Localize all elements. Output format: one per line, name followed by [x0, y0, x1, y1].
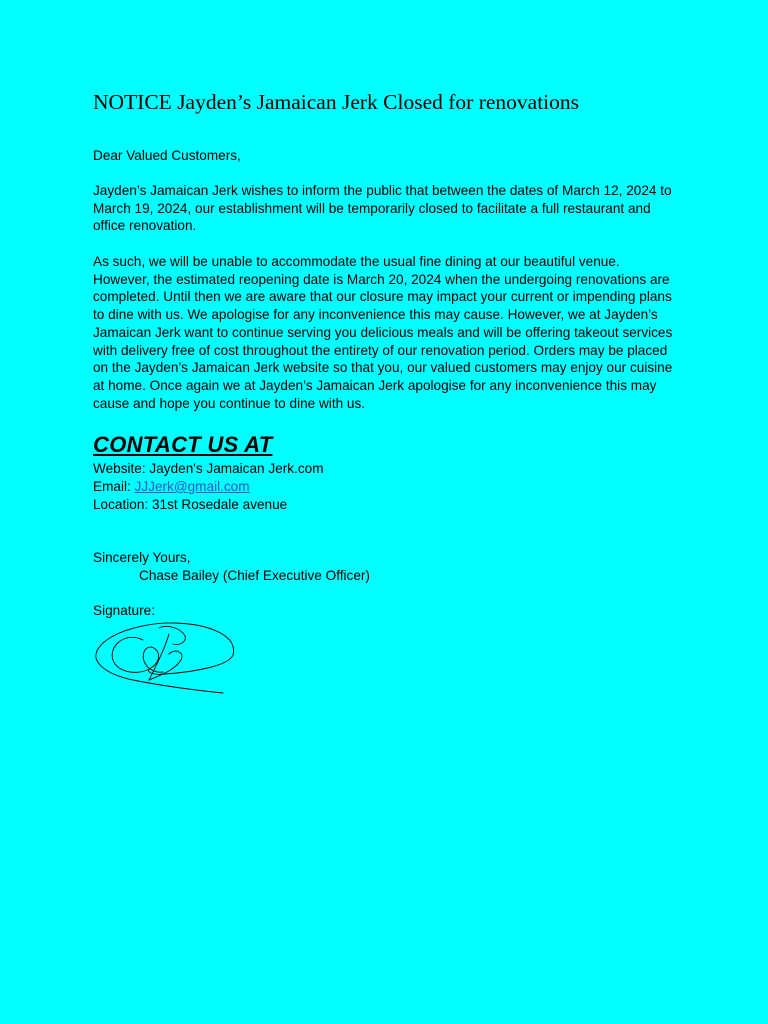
location-value: 31st Rosedale avenue [151, 497, 288, 512]
notice-title: NOTICE Jayden’s Jamaican Jerk Closed for renovations [93, 90, 580, 114]
contact-heading: CONTACT US AT [93, 432, 273, 457]
details-paragraph: As such, we will be unable to accommodate the usual fine dining at our beautiful venue. However, the estimated reopening date is March 20, 2024 when the undergoing renovations are completed. Until then we are aware that our closure may impact your current or impending plans to dine with us. We apologise for any inconvenience this may cause. However, we at Jayden’s Jamaican Jerk want to continue serving you delicious meals and will be offering takeout services with delivery free of cost throughout the entirety of our renovation period. Orders may be placed on the Jayden’s Jamaican Jerk website so that you, our valued customers may enjoy our cuisine at home. Once again we at Jayden’s Jamaican Jerk apologise for any inconvenience this may cause and hope you continue to dine with us. [93, 254, 673, 411]
email-line [93, 478, 324, 496]
email-label: Email: [93, 479, 135, 494]
salutation: Dear Valued Customers, [93, 148, 241, 163]
signature-label: Signature: [93, 603, 155, 618]
contact-details [93, 460, 324, 514]
location-label: Location: [93, 497, 152, 512]
website-value: Jayden's Jamaican Jerk.com [149, 461, 324, 476]
website-label: Website: [93, 461, 150, 476]
valediction: Sincerely Yours, [93, 550, 191, 565]
website-line [93, 460, 324, 478]
email-link[interactable]: JJJerk@gmail.com [134, 479, 250, 494]
location-line [93, 496, 324, 514]
handwritten-signature [93, 620, 238, 695]
closure-paragraph: Jayden’s Jamaican Jerk wishes to inform the public that between the dates of March 12, 2024 to March 19, 2024, our establishment will be temporarily closed to facilitate a full restaurant and office renovation. [93, 183, 672, 234]
signer-name: Chase Bailey (Chief Executive Officer) [139, 568, 370, 583]
